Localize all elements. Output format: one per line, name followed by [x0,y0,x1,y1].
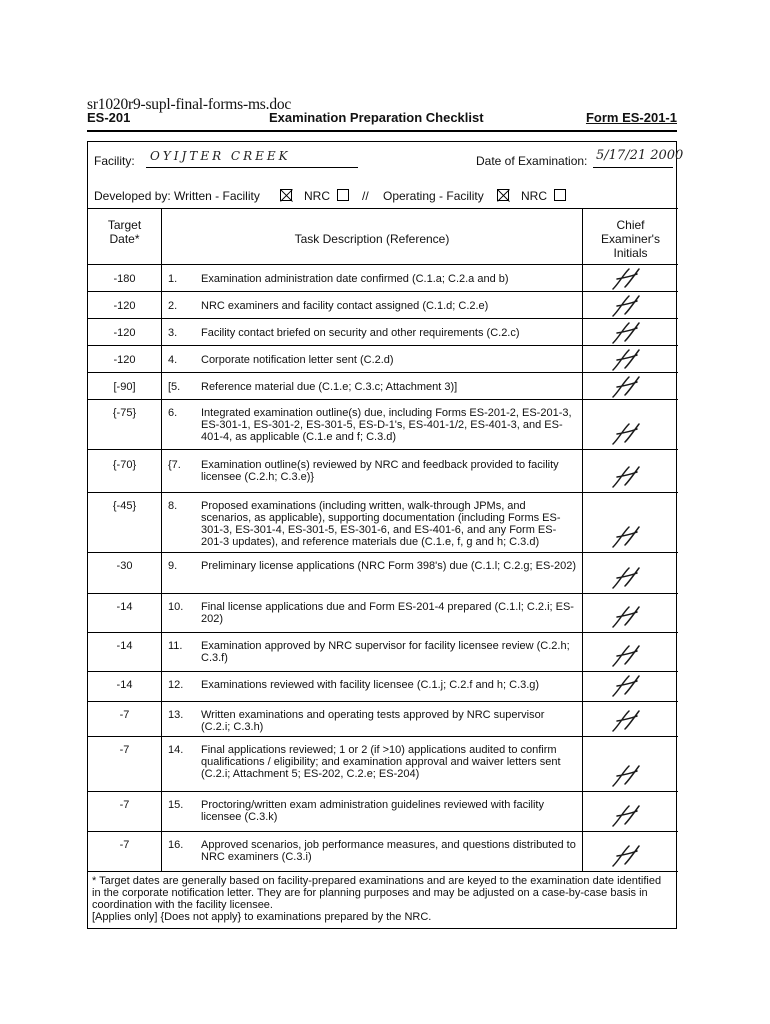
table-top-border [88,208,678,209]
footnote [92,875,672,923]
row-target-date: -30 [116,560,133,572]
examiner-initials-signature [583,318,678,345]
examiner-initials-signature [583,831,678,871]
checklist-row [88,736,678,791]
row-target-date: {-70} [112,459,137,471]
row-task-description: Final license applications due and Form ES-201-4 prepared (C.1.l; C.2.i; ES-202) [201,601,574,625]
row-target-date: -120 [113,327,136,339]
row-task-description: Examination administration date confirmed (C.1.a; C.2.a and b) [201,273,509,285]
row-number: 3. [168,327,178,339]
row-number: 12. [168,679,184,691]
examiner-initials-signature [583,671,678,701]
row-number: 16. [168,839,184,851]
row-target-date: [-90] [113,381,136,393]
checklist-row [88,264,678,291]
row-task-description: Examination outline(s) reviewed by NRC and feedback provided to facility licensee (C.2.h; C.3.e)} [201,459,559,483]
developed-separator: // [362,189,369,203]
row-task-description: Facility contact briefed on security and other requirements (C.2.c) [201,327,520,339]
row-number: 11. [168,640,183,652]
target-header-line1: Target [107,218,142,232]
row-task-description: Written examinations and operating tests approved by NRC supervisor (C.2.i; C.3.h) [201,709,545,733]
checklist-row [88,318,678,345]
checklist-row [88,372,678,399]
checklist-row [88,831,678,871]
row-task-description: Preliminary license applications (NRC Form 398's) due (C.1.l; C.2.g; ES-202) [201,560,577,572]
row-task-description: Integrated examination outline(s) due, including Forms ES-201-2, ES-201-3, ES-301-1, ES-301-2, ES-301-5, ES-D-1's, ES-401-1/2, ES-401-3, and ES-401-4, as applicable (C.1.e and f; C.3.d) [201,407,572,443]
form-code: ES-201 [87,110,131,125]
row-target-date: -120 [113,354,136,366]
facility-underline [146,167,358,168]
row-target-date: {-75} [112,407,137,419]
written-nrc-checkbox[interactable] [337,189,349,201]
written-facility-checkbox[interactable] [280,189,292,201]
row-task-description: Examination approved by NRC supervisor for facility licensee review (C.2.h; C.3.f) [201,640,570,664]
form-title: Examination Preparation Checklist [269,110,484,125]
examiner-initials-signature [583,449,678,492]
developed-by-label: Developed by: Written - Facility [94,189,260,203]
checklist-row [88,345,678,372]
row-task-description: Corporate notification letter sent (C.2.d) [201,354,394,366]
checklist-row [88,701,678,736]
row-target-date: -120 [113,300,136,312]
operating-nrc-checkbox[interactable] [554,189,566,201]
chief-header-line3: Initials [613,246,648,260]
row-number: 10. [168,601,184,613]
row-task-description: Proctoring/written exam administration guidelines reviewed with facility licensee (C.3.k) [201,799,544,823]
row-task-description: Examinations reviewed with facility licensee (C.1.j; C.2.f and h; C.3.g) [201,679,540,691]
checklist-row [88,399,678,449]
exam-date-label: Date of Examination: [476,154,588,168]
row-number: 15. [168,799,184,811]
row-number: 14. [168,744,184,756]
examiner-initials-signature [583,701,678,736]
row-target-date: -7 [119,839,130,851]
examiner-initials-signature [583,593,678,632]
row-number: 2. [168,300,178,312]
row-target-date: -180 [113,273,136,285]
document-filename: sr1020r9-supl-final-forms-ms.doc [87,96,292,113]
operating-nrc-label: NRC [521,189,547,203]
form-number: Form ES-201-1 [585,110,677,125]
target-date-header [88,218,161,246]
exam-date-underline [593,167,673,168]
checklist-row [88,791,678,831]
examiner-initials-signature [583,291,678,318]
row-target-date: -14 [116,601,133,613]
row-target-date: -7 [119,799,130,811]
initials-header [583,218,678,260]
checklist-row [88,671,678,701]
row-number: 13. [168,709,184,721]
row-number: {7. [168,459,181,471]
examiner-initials-signature [583,736,678,791]
checklist-row [88,291,678,318]
row-task-description: Approved scenarios, job performance measures, and questions distributed to NRC examiners (C.3.i) [201,839,576,863]
row-target-date: {-45} [112,500,137,512]
footnote-applies: [Applies only] {Does not apply} to examinations prepared by the NRC. [92,911,432,923]
checklist-row [88,492,678,552]
operating-facility-label: Operating - Facility [383,189,484,203]
checklist-row [88,552,678,593]
checklist-row [88,593,678,632]
row-task-description: Final applications reviewed; 1 or 2 (if >10) applications audited to confirm qualifications / eligibility; and examination approval and waiver letters sent (C.2.i; Attachment 5; ES-202, C.2.e; ES-204) [201,744,561,780]
checklist-row [88,632,678,671]
row-task-description: Reference material due (C.1.e; C.3.c; Attachment 3)] [201,381,458,393]
row-target-date: -7 [119,744,130,756]
table-bottom-border [88,871,678,872]
checklist-form [87,141,684,929]
row-target-date: -14 [116,640,133,652]
facility-label: Facility: [94,154,135,168]
task-header: Task Description (Reference) [294,232,450,246]
row-task-description: NRC examiners and facility contact assigned (C.1.d; C.2.e) [201,300,489,312]
examiner-initials-signature [583,345,678,372]
row-target-date: -14 [116,679,133,691]
form-header [87,110,677,132]
examiner-initials-signature [583,372,678,399]
row-number: 9. [168,560,178,572]
examiner-initials-signature [583,791,678,831]
row-task-description: Proposed examinations (including written, walk-through JPMs, and scenarios, as applicable), supporting documentation (including Forms ES-301-3, ES-301-4, ES-301-5, ES-301-6, and ES-401-6, and any Form ES-201-3 updates), and reference materials due (C.1.e, f, g and h; C.3.d) [201,500,561,548]
chief-header-line1: Chief [616,218,645,232]
examiner-initials-signature [583,264,678,291]
checklist-row [88,449,678,492]
row-number: 1. [168,273,178,285]
chief-header-line2: Examiner's [601,232,660,246]
row-number: 4. [168,354,178,366]
examiner-initials-signature [583,632,678,671]
facility-value: OYIJTER CREEK [150,149,291,163]
row-target-date: -7 [119,709,130,721]
target-header-line2: Date* [109,232,140,246]
row-number: [5. [168,381,181,393]
operating-facility-checkbox[interactable] [497,189,509,201]
footnote-target-dates: * Target dates are generally based on facility-prepared examinations and are keyed to the examination date identified in the corporate notification letter. They are for planning purposes and may be adjusted on a case-by-case basis in coordination with the facility licensee. [92,875,662,911]
examiner-initials-signature [583,492,678,552]
row-number: 6. [168,407,178,419]
row-number: 8. [168,500,178,512]
written-nrc-label: NRC [304,189,330,203]
exam-date-value: 5/17/21 2000 [596,148,684,163]
examiner-initials-signature [583,399,678,449]
examiner-initials-signature [583,552,678,593]
